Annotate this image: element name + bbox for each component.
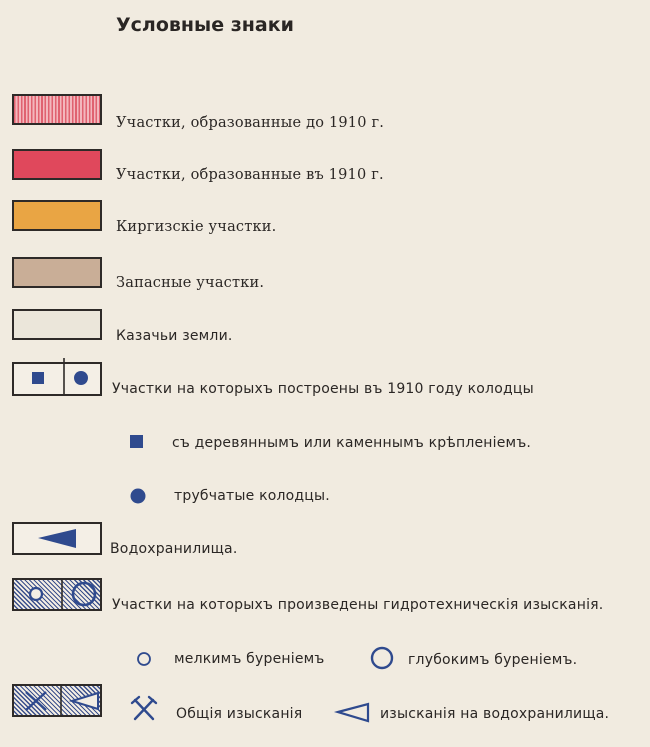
- swatch-plots-before-1910: [12, 94, 102, 125]
- deep-drilling-icon: [370, 646, 396, 672]
- reservoir-icon: [12, 522, 102, 555]
- swatch-plots-in-1910: [12, 149, 102, 180]
- label-reservoirs: Водохранилища.: [110, 541, 238, 557]
- tube-well-icon: [130, 488, 148, 506]
- label-kirghiz-plots: Киргизскіе участки.: [116, 219, 277, 235]
- legend-title: Условные знаки: [116, 14, 294, 36]
- general-surveys-icon: [131, 697, 159, 723]
- label-cossack-lands: Казачьи земли.: [116, 328, 233, 344]
- label-reserve-plots: Запасные участки.: [116, 275, 265, 291]
- general-survey-symbols-icon: [12, 684, 102, 717]
- square-well-icon: [130, 435, 144, 449]
- label-tube-wells: трубчатые колодцы.: [174, 488, 330, 504]
- label-hydro-surveys: Участки на которыхъ произведены гидротехническія изысканія.: [112, 597, 604, 613]
- label-shallow-drilling: мелкимъ буреніемъ: [174, 651, 325, 667]
- label-plots-before-1910: Участки, образованные до 1910 г.: [116, 115, 385, 131]
- wells-symbols-icon: [12, 362, 102, 396]
- label-wells-built-1910: Участки на которыхъ построены въ 1910 году колодцы: [112, 381, 534, 397]
- shallow-drilling-icon: [137, 652, 153, 668]
- reservoir-survey-icon: [336, 702, 372, 724]
- label-general-surveys: Общія изысканія: [176, 706, 303, 722]
- swatch-reserve-plots: [12, 257, 102, 288]
- label-wooden-stone-lining: съ деревяннымъ или каменнымъ крѣпленіемъ.: [172, 435, 532, 451]
- swatch-kirghiz-plots: [12, 200, 102, 231]
- label-plots-in-1910: Участки, образованные въ 1910 г.: [116, 167, 384, 183]
- hydro-survey-symbols-icon: [12, 578, 102, 611]
- label-reservoir-surveys: изысканія на водохранилища.: [380, 706, 610, 722]
- label-deep-drilling: глубокимъ буреніемъ.: [408, 652, 578, 668]
- swatch-cossack-lands: [12, 309, 102, 340]
